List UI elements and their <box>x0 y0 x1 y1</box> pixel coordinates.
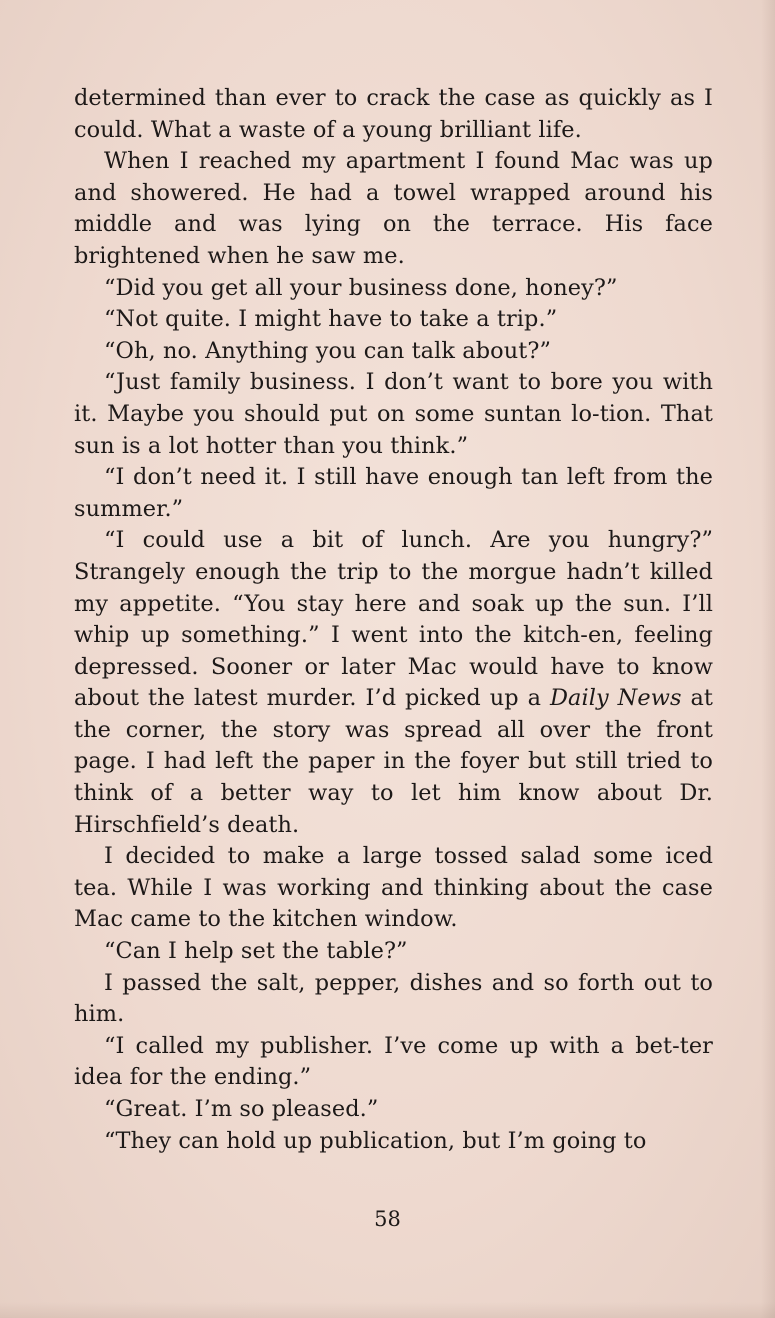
paragraph-9: I decided to make a large tossed salad some iced tea. While I was working and thinking about the case Mac came to the kitchen window. <box>74 843 713 933</box>
paragraph-6: “Just family business. I don’t want to bore you with it. Maybe you should put on some suntan lo-tion. That sun is a lot hotter than you think.” <box>74 369 713 459</box>
paragraph-14: “They can hold up publication, but I’m going to <box>104 1127 647 1154</box>
paragraph-10: “Can I help set the table?” <box>104 938 408 965</box>
paragraph-12: “I called my publisher. I’ve come up with a bet-ter idea for the ending.” <box>74 1032 713 1091</box>
paragraph-7: “I don’t need it. I still have enough tan left from the summer.” <box>74 464 713 522</box>
paragraph-3: “Did you get all your business done, honey?” <box>104 274 618 301</box>
paragraph-8-before: “I could use a bit of lunch. Are you hungry?” Strangely enough the trip to the morgue hadn’t killed my appetite. “You stay here and soak up the sun. I’ll whip up something.” I went into the kitch-en, feeling depressed. Sooner or later Mac would have to know about the latest murder. I’d picked up a <box>74 527 713 712</box>
paragraph-13: “Great. I’m so pleased.” <box>104 1096 379 1122</box>
paragraph-2: When I reached my apartment I found Mac was up and showered. He had a towel wrapped around his middle and was lying on the terrace. His face brightened when he saw me. <box>74 148 713 269</box>
page-bottom-edge <box>0 1302 775 1318</box>
paragraph-1: determined than ever to crack the case as quickly as I could. What a waste of a young brilliant life. <box>74 85 713 143</box>
paragraph-8-after: at the corner, the story was spread all over the front page. I had left the paper in the foyer but still tried to think of a better way to let him know about Dr. Hirschfield’s death. <box>74 685 714 838</box>
body-text <box>74 83 713 1157</box>
paragraph-8 <box>74 525 713 841</box>
page-edge-shadow <box>761 0 775 1318</box>
paragraph-11: I passed the salt, pepper, dishes and so forth out to him. <box>74 969 713 1028</box>
page-number: 58 <box>374 1207 401 1231</box>
paragraph-4: “Not quite. I might have to take a trip.” <box>104 306 558 333</box>
paragraph-5: “Oh, no. Anything you can talk about?” <box>104 337 552 364</box>
newspaper-title: Daily News <box>549 685 682 712</box>
